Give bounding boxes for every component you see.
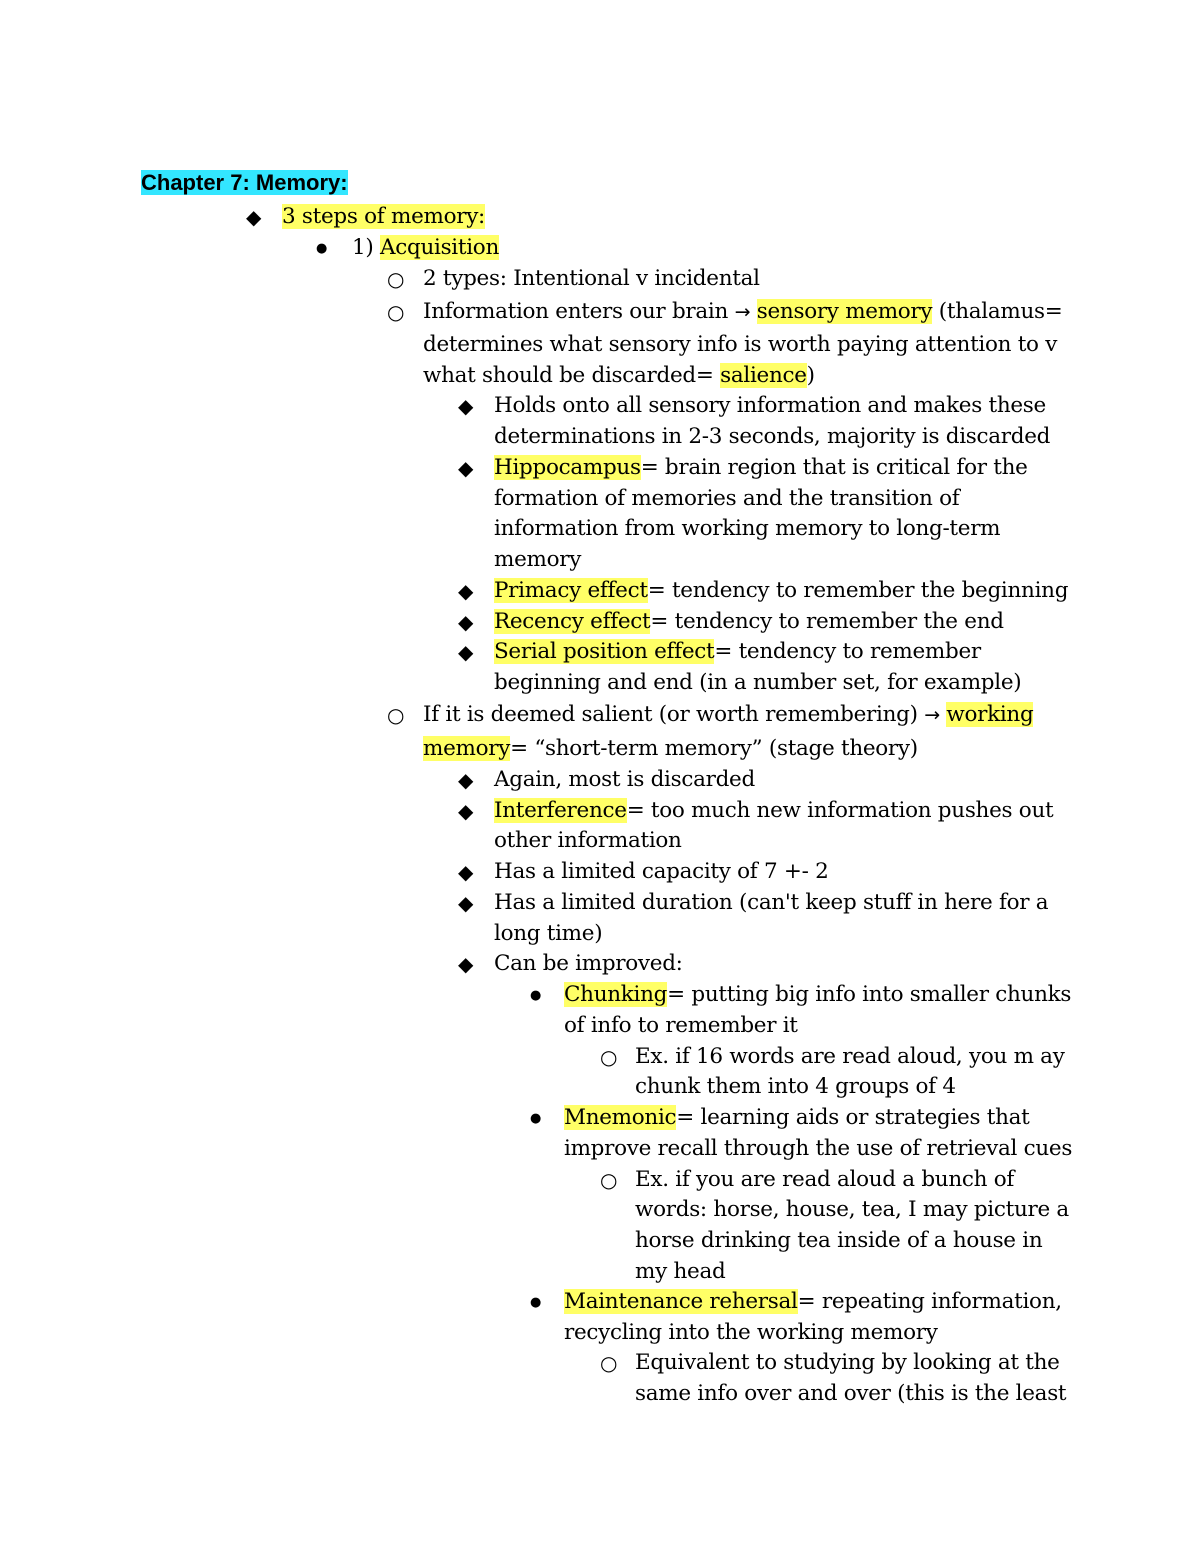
list-item: Has a limited capacity of 7 +- 2	[494, 859, 829, 884]
circle-bullet-icon: ○	[387, 300, 405, 324]
list-item-continued: recycling into the working memory	[564, 1320, 938, 1345]
list-item: Serial position effect= tendency to remember	[494, 639, 981, 664]
list-item-continued: horse drinking tea inside of a house in	[635, 1228, 1043, 1253]
circle-bullet-icon: ○	[387, 703, 405, 727]
list-item-continued: long time)	[494, 921, 603, 946]
list-item: Information enters our brain → sensory memory (thalamus=	[423, 299, 1063, 324]
list-item: Has a limited duration (can't keep stuff in here for a	[494, 890, 1049, 915]
diamond-bullet-icon: ◆	[458, 394, 474, 418]
circle-bullet-icon: ○	[600, 1168, 618, 1192]
diamond-bullet-icon: ◆	[246, 205, 262, 229]
diamond-bullet-icon: ◆	[458, 456, 474, 480]
arrow-icon: →	[734, 301, 751, 323]
list-item-continued: beginning and end (in a number set, for example)	[494, 670, 1022, 695]
diamond-bullet-icon: ◆	[458, 640, 474, 664]
list-item: Recency effect= tendency to remember the end	[494, 609, 1004, 634]
acquisition-item: 1) Acquisition	[352, 235, 499, 260]
list-item-continued: improve recall through the use of retrieval cues	[564, 1136, 1073, 1161]
list-item: Mnemonic= learning aids or strategies that	[564, 1105, 1030, 1130]
list-item: Chunking= putting big info into smaller chunks	[564, 982, 1072, 1007]
diamond-bullet-icon: ◆	[458, 610, 474, 634]
circle-bullet-icon: ○	[600, 1045, 618, 1069]
list-item-continued: words: horse, house, tea, I may picture a	[635, 1197, 1069, 1222]
list-item-continued: same info over and over (this is the least	[635, 1381, 1067, 1406]
list-item-continued: determinations in 2-3 seconds, majority is discarded	[494, 424, 1051, 449]
list-item: If it is deemed salient (or worth remembering) → working	[423, 702, 1034, 727]
dot-bullet-icon: ●	[530, 1111, 542, 1126]
dot-bullet-icon: ●	[530, 988, 542, 1003]
circle-bullet-icon: ○	[600, 1351, 618, 1375]
arrow-icon: →	[924, 704, 940, 726]
diamond-bullet-icon: ◆	[458, 860, 474, 884]
list-item-continued: information from working memory to long-term	[494, 516, 1001, 541]
list-item-continued: my head	[635, 1259, 726, 1284]
list-item-continued: memory= “short-term memory” (stage theory)	[423, 736, 918, 761]
list-item: 2 types: Intentional v incidental	[423, 266, 760, 291]
chapter-title	[141, 169, 348, 197]
list-item: Holds onto all sensory information and makes these	[494, 393, 1046, 418]
list-item: Interference= too much new information pushes out	[494, 798, 1054, 823]
list-item: Maintenance rehersal= repeating information,	[564, 1289, 1062, 1314]
steps-heading: 3 steps of memory:	[282, 204, 485, 229]
list-item-continued: formation of memories and the transition of	[494, 486, 960, 511]
list-item: Again, most is discarded	[494, 767, 755, 792]
dot-bullet-icon: ●	[316, 241, 328, 256]
list-item-continued: of info to remember it	[564, 1013, 798, 1038]
chapter-title-text: Chapter 7: Memory:	[141, 170, 348, 195]
diamond-bullet-icon: ◆	[458, 579, 474, 603]
list-item-continued: chunk them into 4 groups of 4	[635, 1074, 956, 1099]
circle-bullet-icon: ○	[387, 267, 405, 291]
diamond-bullet-icon: ◆	[458, 952, 474, 976]
list-item: Primacy effect= tendency to remember the beginning	[494, 578, 1069, 603]
list-item: Ex. if you are read aloud a bunch of	[635, 1167, 1015, 1192]
list-item: Can be improved:	[494, 951, 683, 976]
diamond-bullet-icon: ◆	[458, 799, 474, 823]
list-item-continued: other information	[494, 828, 682, 853]
diamond-bullet-icon: ◆	[458, 768, 474, 792]
list-item: Hippocampus= brain region that is critical for the	[494, 455, 1028, 480]
list-item-continued: what should be discarded= salience)	[423, 363, 815, 388]
diamond-bullet-icon: ◆	[458, 891, 474, 915]
list-item: Equivalent to studying by looking at the	[635, 1350, 1060, 1375]
dot-bullet-icon: ●	[530, 1295, 542, 1310]
list-item-continued: determines what sensory info is worth paying attention to v	[423, 332, 1058, 357]
list-item-continued: memory	[494, 547, 582, 572]
list-item: Ex. if 16 words are read aloud, you m ay	[635, 1044, 1065, 1069]
